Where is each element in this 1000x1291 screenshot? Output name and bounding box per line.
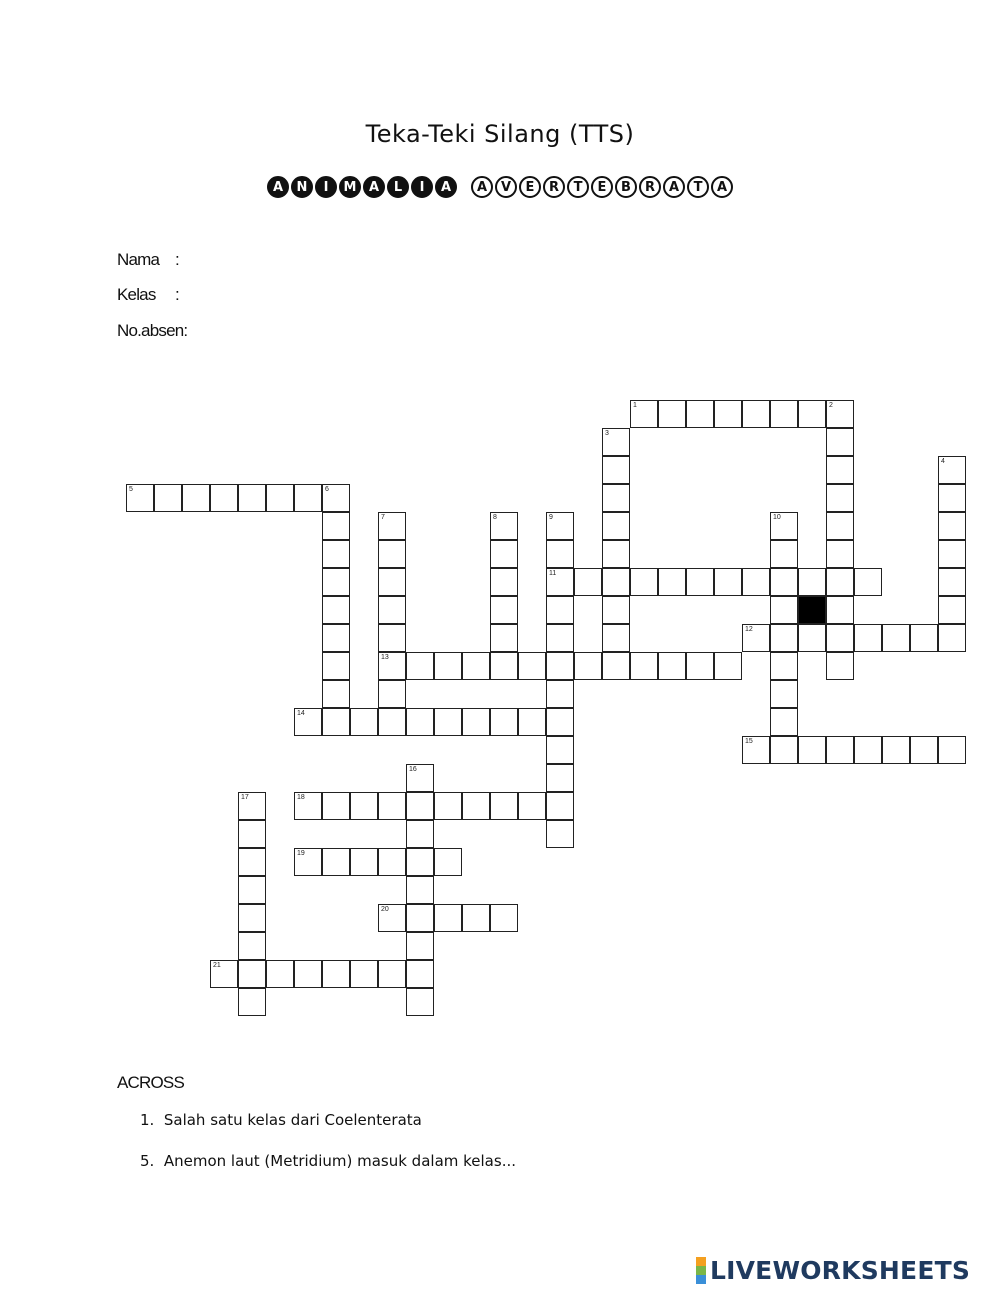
crossword-cell[interactable] — [826, 596, 854, 624]
crossword-cell[interactable] — [546, 792, 574, 820]
subtitle-letter: R — [639, 176, 661, 198]
crossword-cell[interactable] — [322, 624, 350, 652]
crossword-cell[interactable] — [602, 512, 630, 540]
subtitle-letter: L — [387, 176, 409, 198]
crossword-cell[interactable] — [462, 652, 490, 680]
clue-number-label: 12 — [745, 626, 753, 633]
crossword-cell[interactable] — [238, 960, 266, 988]
clue-number-label: 10 — [773, 514, 781, 521]
crossword-cell[interactable] — [938, 456, 966, 484]
crossword-cell[interactable] — [938, 540, 966, 568]
across-clue-1 — [140, 1111, 422, 1129]
crossword-cell[interactable] — [238, 792, 266, 820]
crossword-cell[interactable] — [826, 512, 854, 540]
kelas-separator: : — [175, 285, 179, 304]
crossword-cell[interactable] — [378, 792, 406, 820]
crossword-cell[interactable] — [770, 400, 798, 428]
subtitle-letter: N — [291, 176, 313, 198]
crossword-cell[interactable] — [546, 764, 574, 792]
crossword-cell[interactable] — [378, 652, 406, 680]
clue-number-label: 1 — [633, 402, 637, 409]
crossword-cell[interactable] — [350, 960, 378, 988]
crossword-cell[interactable] — [826, 484, 854, 512]
crossword-cell[interactable] — [490, 540, 518, 568]
page-title: Teka-Teki Silang (TTS) — [365, 120, 635, 148]
crossword-cell[interactable] — [602, 456, 630, 484]
crossword-cell[interactable] — [826, 540, 854, 568]
crossword-cell[interactable] — [378, 512, 406, 540]
crossword-cell[interactable] — [770, 568, 798, 596]
clue-number-label: 14 — [297, 710, 305, 717]
crossword-cell[interactable] — [742, 736, 770, 764]
crossword-cell[interactable] — [770, 624, 798, 652]
crossword-cell[interactable] — [602, 428, 630, 456]
word-gap — [459, 176, 469, 198]
crossword-cell[interactable] — [490, 904, 518, 932]
clue-text: Anemon laut (Metridium) masuk dalam kelas... — [163, 1152, 516, 1170]
crossword-cell[interactable] — [546, 568, 574, 596]
crossword-cell[interactable] — [546, 540, 574, 568]
subtitle-letter: A — [663, 176, 685, 198]
crossword-cell[interactable] — [238, 484, 266, 512]
crossword-cell[interactable] — [826, 736, 854, 764]
subtitle-letter: I — [315, 176, 337, 198]
subtitle-letter: A — [435, 176, 457, 198]
clue-text: Salah satu kelas dari Coelenterata — [163, 1111, 422, 1129]
crossword-cell[interactable] — [518, 708, 546, 736]
crossword-cell[interactable] — [490, 596, 518, 624]
crossword-cell[interactable] — [770, 736, 798, 764]
crossword-cell[interactable] — [350, 708, 378, 736]
crossword-cell[interactable] — [602, 484, 630, 512]
crossword-cell[interactable] — [406, 764, 434, 792]
logo-block — [696, 1257, 706, 1266]
crossword-cell[interactable] — [770, 680, 798, 708]
clue-number-label: 18 — [297, 794, 305, 801]
crossword-cell[interactable] — [658, 652, 686, 680]
crossword-cell[interactable] — [770, 512, 798, 540]
crossword-cell[interactable] — [938, 568, 966, 596]
crossword-cell[interactable] — [826, 652, 854, 680]
crossword-cell[interactable] — [406, 932, 434, 960]
subtitle-letter: E — [519, 176, 541, 198]
logo-block — [696, 1266, 706, 1275]
crossword-cell[interactable] — [322, 568, 350, 596]
crossword-cell[interactable] — [378, 568, 406, 596]
crossword-cell[interactable] — [406, 960, 434, 988]
crossword-cell[interactable] — [406, 708, 434, 736]
subtitle-letter: A — [711, 176, 733, 198]
crossword-cell[interactable] — [854, 568, 882, 596]
clue-number-label: 13 — [381, 654, 389, 661]
crossword-cell[interactable] — [770, 708, 798, 736]
kelas-label: Kelas — [117, 285, 156, 304]
crossword-cell[interactable] — [770, 596, 798, 624]
crossword-cell[interactable] — [406, 988, 434, 1016]
crossword-cell[interactable] — [490, 512, 518, 540]
crossword-cell[interactable] — [798, 400, 826, 428]
crossword-cell[interactable] — [378, 960, 406, 988]
crossword-cell[interactable] — [602, 624, 630, 652]
clue-number-label: 15 — [745, 738, 753, 745]
crossword-cell[interactable] — [826, 624, 854, 652]
subtitle-letter: I — [411, 176, 433, 198]
crossword-cell[interactable] — [434, 652, 462, 680]
crossword-cell[interactable] — [546, 596, 574, 624]
crossword-cell[interactable] — [574, 652, 602, 680]
crossword-cell[interactable] — [434, 708, 462, 736]
crossword-cell[interactable] — [490, 568, 518, 596]
crossword-cell[interactable] — [910, 736, 938, 764]
absen-label: No.absen: — [117, 321, 188, 340]
nama-field[interactable] — [117, 250, 179, 270]
crossword-cell[interactable] — [742, 624, 770, 652]
crossword-cell[interactable] — [938, 512, 966, 540]
crossword-cell[interactable] — [826, 400, 854, 428]
subtitle-letter: T — [567, 176, 589, 198]
clue-number-label: 2 — [829, 402, 833, 409]
clue-number-label: 21 — [213, 962, 221, 969]
crossword-cell[interactable] — [378, 624, 406, 652]
crossword-cell[interactable] — [322, 848, 350, 876]
subtitle — [0, 176, 1000, 198]
kelas-field[interactable] — [117, 285, 179, 305]
crossword-cell[interactable] — [602, 596, 630, 624]
clue-number-label: 20 — [381, 906, 389, 913]
subtitle-letter: E — [591, 176, 613, 198]
crossword-cell[interactable] — [378, 708, 406, 736]
crossword-cell[interactable] — [378, 848, 406, 876]
clue-number-label: 17 — [241, 794, 249, 801]
crossword-cell[interactable] — [266, 960, 294, 988]
subtitle-letter: R — [543, 176, 565, 198]
clue-number-label: 5 — [129, 486, 133, 493]
subtitle-letter: T — [687, 176, 709, 198]
clue-number-label: 16 — [409, 766, 417, 773]
crossword-cell[interactable] — [322, 596, 350, 624]
crossword-cell[interactable] — [406, 848, 434, 876]
logo-text: LIVEWORKSHEETS — [710, 1256, 971, 1285]
crossword-cell[interactable] — [882, 736, 910, 764]
clue-number-label: 11 — [549, 570, 557, 577]
crossword-cell[interactable] — [238, 932, 266, 960]
crossword-cell[interactable] — [714, 652, 742, 680]
crossword-cell[interactable] — [490, 792, 518, 820]
crossword-cell[interactable] — [938, 596, 966, 624]
nama-separator: : — [175, 250, 179, 269]
crossword-cell[interactable] — [574, 568, 602, 596]
crossword-cell[interactable] — [630, 400, 658, 428]
crossword-cell[interactable] — [798, 736, 826, 764]
crossword-cell[interactable] — [266, 484, 294, 512]
crossword-cell[interactable] — [406, 792, 434, 820]
crossword-cell[interactable] — [686, 568, 714, 596]
across-clue-5 — [140, 1152, 516, 1170]
crossword-cell[interactable] — [854, 736, 882, 764]
crossword-cell[interactable] — [630, 652, 658, 680]
crossword-cell[interactable] — [238, 820, 266, 848]
clue-number-label: 4 — [941, 458, 945, 465]
clue-number: 5. — [140, 1152, 155, 1170]
crossword-cell[interactable] — [938, 624, 966, 652]
crossword-cell[interactable] — [294, 484, 322, 512]
crossword-cell[interactable] — [714, 400, 742, 428]
crossword-cell[interactable] — [126, 484, 154, 512]
crossword-cell[interactable] — [322, 960, 350, 988]
crossword-cell[interactable] — [434, 904, 462, 932]
crossword-cell[interactable] — [322, 512, 350, 540]
crossword-cell[interactable] — [546, 708, 574, 736]
clue-number-label: 3 — [605, 430, 609, 437]
crossword-cell[interactable] — [294, 848, 322, 876]
subtitle-letter: A — [267, 176, 289, 198]
crossword-cell[interactable] — [546, 652, 574, 680]
crossword-cell[interactable] — [882, 624, 910, 652]
crossword-cell[interactable] — [238, 848, 266, 876]
crossword-cell[interactable] — [294, 960, 322, 988]
crossword-cell[interactable] — [378, 904, 406, 932]
crossword-cell[interactable] — [546, 512, 574, 540]
crossword-cell[interactable] — [210, 960, 238, 988]
crossword-cell[interactable] — [462, 708, 490, 736]
crossword-cell[interactable] — [686, 652, 714, 680]
clue-number-label: 9 — [549, 514, 553, 521]
crossword-cell[interactable] — [798, 568, 826, 596]
logo-block — [696, 1275, 706, 1284]
crossword-cell[interactable] — [546, 820, 574, 848]
crossword-cell[interactable] — [546, 736, 574, 764]
crossword-cell[interactable] — [770, 652, 798, 680]
crossword-cell[interactable] — [238, 876, 266, 904]
nama-label: Nama — [117, 250, 160, 269]
subtitle-letter: A — [471, 176, 493, 198]
crossword-cell[interactable] — [322, 484, 350, 512]
crossword-cell[interactable] — [490, 708, 518, 736]
crossword-cell[interactable] — [294, 792, 322, 820]
crossword-cell[interactable] — [602, 540, 630, 568]
crossword-cell[interactable] — [826, 456, 854, 484]
crossword-cell[interactable] — [546, 624, 574, 652]
crossword-cell[interactable] — [406, 652, 434, 680]
crossword-cell[interactable] — [938, 484, 966, 512]
crossword-cell[interactable] — [826, 428, 854, 456]
crossword-cell[interactable] — [658, 568, 686, 596]
absen-field[interactable] — [117, 321, 187, 341]
crossword-cell[interactable] — [910, 624, 938, 652]
crossword-cell[interactable] — [350, 848, 378, 876]
clue-number-label: 6 — [325, 486, 329, 493]
crossword-cell[interactable] — [826, 568, 854, 596]
crossword-cell[interactable] — [210, 484, 238, 512]
crossword-cell[interactable] — [602, 652, 630, 680]
crossword-cell[interactable] — [238, 988, 266, 1016]
crossword-cell[interactable] — [238, 904, 266, 932]
crossword-cell[interactable] — [854, 624, 882, 652]
crossword-cell[interactable] — [742, 400, 770, 428]
crossword-cell[interactable] — [518, 652, 546, 680]
crossword-cell[interactable] — [546, 680, 574, 708]
clue-number-label: 19 — [297, 850, 305, 857]
crossword-cell[interactable] — [322, 652, 350, 680]
crossword-cell[interactable] — [490, 652, 518, 680]
clue-number-label: 7 — [381, 514, 385, 521]
crossword-cell[interactable] — [322, 708, 350, 736]
crossword-cell[interactable] — [686, 400, 714, 428]
subtitle-letter: M — [339, 176, 361, 198]
across-heading: ACROSS — [117, 1073, 184, 1092]
crossword-cell[interactable] — [630, 568, 658, 596]
crossword-cell[interactable] — [714, 568, 742, 596]
crossword-cell[interactable] — [322, 680, 350, 708]
crossword-cell[interactable] — [378, 680, 406, 708]
crossword-cell[interactable] — [490, 624, 518, 652]
crossword-cell[interactable] — [378, 596, 406, 624]
crossword-cell[interactable] — [798, 624, 826, 652]
crossword-cell[interactable] — [350, 792, 378, 820]
crossword-cell[interactable] — [322, 792, 350, 820]
crossword-cell[interactable] — [406, 904, 434, 932]
crossword-cell[interactable] — [518, 792, 546, 820]
crossword-cell[interactable] — [770, 540, 798, 568]
subtitle-letter: B — [615, 176, 637, 198]
logo-mark-icon — [696, 1257, 706, 1284]
crossword-cell[interactable] — [182, 484, 210, 512]
clue-number: 1. — [140, 1111, 155, 1129]
crossword-cell[interactable] — [602, 568, 630, 596]
crossword-cell[interactable] — [462, 904, 490, 932]
crossword-cell[interactable] — [322, 540, 350, 568]
crossword-cell[interactable] — [462, 792, 490, 820]
liveworksheets-logo — [696, 1256, 970, 1285]
crossword-cell[interactable] — [294, 708, 322, 736]
crossword-black-cell — [798, 596, 826, 624]
subtitle-letter: V — [495, 176, 517, 198]
crossword-cell[interactable] — [378, 540, 406, 568]
crossword-cell[interactable] — [406, 876, 434, 904]
crossword-cell[interactable] — [434, 792, 462, 820]
crossword-cell[interactable] — [938, 736, 966, 764]
crossword-cell[interactable] — [434, 848, 462, 876]
subtitle-letter: A — [363, 176, 385, 198]
crossword-cell[interactable] — [742, 568, 770, 596]
crossword-cell[interactable] — [154, 484, 182, 512]
crossword-cell[interactable] — [658, 400, 686, 428]
clue-number-label: 8 — [493, 514, 497, 521]
crossword-cell[interactable] — [406, 820, 434, 848]
